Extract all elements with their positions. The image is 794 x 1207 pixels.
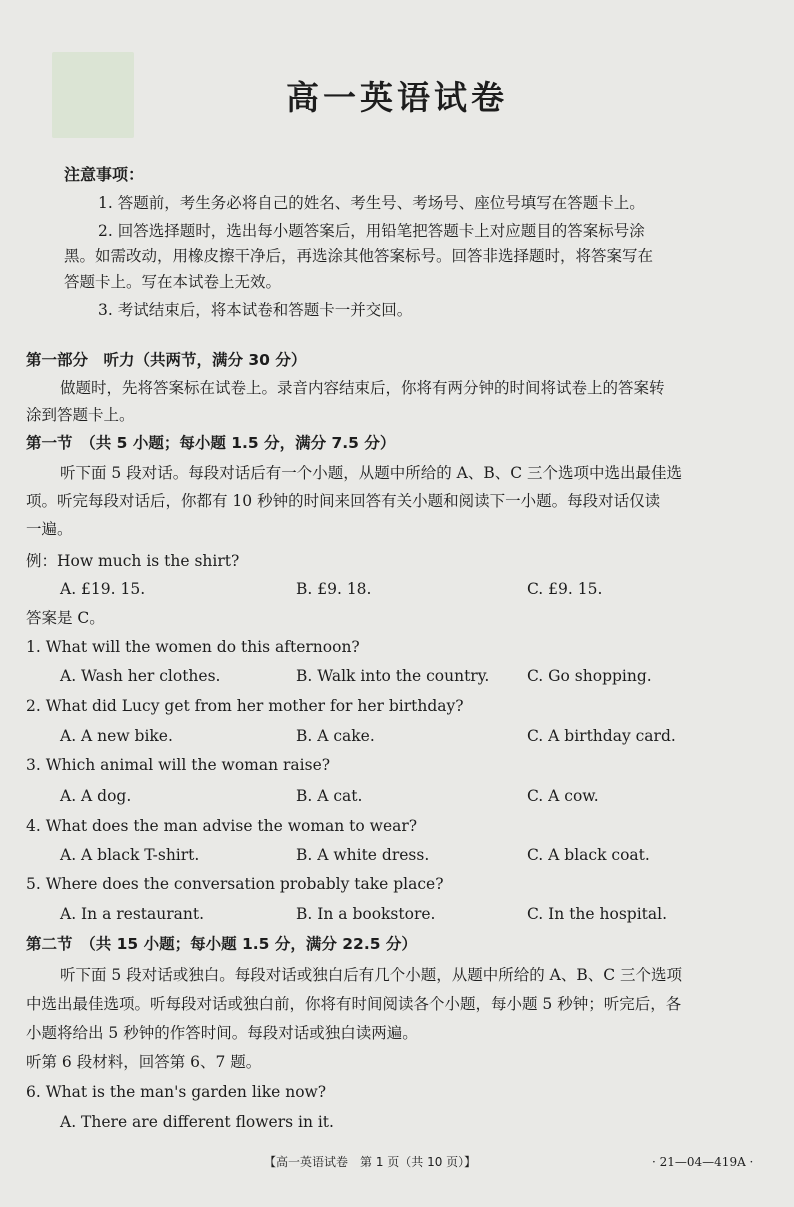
page-footer-code: · 21—04—419A · bbox=[652, 1155, 754, 1169]
question: 2. What did Lucy get from her mother for her birthday? bbox=[26, 697, 464, 715]
notice-item: 1. 答题前，考生务必将自己的姓名、考生号、考场号、座位号填写在答题卡上。 bbox=[98, 194, 645, 212]
option-c: C. In the hospital. bbox=[527, 905, 668, 923]
option-b: B. A cake. bbox=[296, 727, 375, 745]
option-c: C. A cow. bbox=[527, 787, 599, 805]
option-c: C. A black coat. bbox=[527, 846, 650, 864]
notice-heading: 注意事项： bbox=[64, 165, 145, 184]
section2-instruction: 中选出最佳选项。听每段对话或独白前，你将有时间阅读各个小题，每小题 5 秒钟；听完后，各 bbox=[26, 995, 682, 1013]
section1-instruction: 一遍。 bbox=[26, 520, 73, 538]
option-b: B. Walk into the country. bbox=[296, 667, 490, 685]
option-a: A. In a restaurant. bbox=[60, 905, 205, 923]
question: 4. What does the man advise the woman to wear? bbox=[26, 817, 418, 835]
example-option-a: A. £19. 15. bbox=[60, 580, 146, 598]
page-footer-label: 【高一英语试卷 第 1 页（共 10 页）】 bbox=[264, 1155, 477, 1169]
section1-heading: 第一节 （共 5 小题；每小题 1.5 分，满分 7.5 分） bbox=[26, 434, 396, 452]
example-option-b: B. £9. 18. bbox=[296, 580, 372, 598]
option-c: C. A birthday card. bbox=[527, 727, 676, 745]
option-a: A. A dog. bbox=[60, 787, 132, 805]
option-b: B. A white dress. bbox=[296, 846, 430, 864]
option-b: B. A cat. bbox=[296, 787, 363, 805]
section2-instruction: 小题将给出 5 秒钟的作答时间。每段对话或独白读两遍。 bbox=[26, 1024, 418, 1042]
question: 6. What is the man's garden like now? bbox=[26, 1083, 327, 1101]
question: 1. What will the women do this afternoon? bbox=[26, 638, 360, 656]
option-a: A. A black T-shirt. bbox=[60, 846, 200, 864]
option-a: A. Wash her clothes. bbox=[60, 667, 221, 685]
question: 3. Which animal will the woman raise? bbox=[26, 756, 331, 774]
section1-instruction: 项。听完每段对话后，你都有 10 秒钟的时间来回答有关小题和阅读下一小题。每段对话仅读 bbox=[26, 492, 661, 510]
option-c: C. Go shopping. bbox=[527, 667, 652, 685]
example-answer: 答案是 C。 bbox=[26, 609, 105, 627]
notice-item: 2. 回答选择题时，选出每小题答案后，用铅笔把答题卡上对应题目的答案标号涂 bbox=[98, 222, 645, 240]
section2-heading: 第二节 （共 15 小题；每小题 1.5 分，满分 22.5 分） bbox=[26, 935, 417, 953]
part1-heading: 第一部分 听力（共两节，满分 30 分） bbox=[26, 351, 307, 369]
exam-title: 高一英语试卷 bbox=[286, 78, 508, 117]
question: 5. Where does the conversation probably take place? bbox=[26, 875, 444, 893]
option-a: A. There are different flowers in it. bbox=[60, 1113, 334, 1131]
example-question: 例：How much is the shirt? bbox=[26, 552, 240, 570]
notice-item: 黑。如需改动，用橡皮擦干净后，再选涂其他答案标号。回答非选择题时，将答案写在 bbox=[64, 247, 654, 265]
part1-instruction: 涂到答题卡上。 bbox=[26, 406, 135, 424]
material-note: 听第 6 段材料，回答第 6、7 题。 bbox=[26, 1053, 262, 1071]
notice-item: 答题卡上。写在本试卷上无效。 bbox=[64, 273, 282, 291]
example-option-c: C. £9. 15. bbox=[527, 580, 603, 598]
notice-item: 3. 考试结束后，将本试卷和答题卡一并交回。 bbox=[98, 301, 413, 319]
section1-instruction: 听下面 5 段对话。每段对话后有一个小题，从题中所给的 A、B、C 三个选项中选出最佳选 bbox=[60, 464, 683, 482]
option-a: A. A new bike. bbox=[60, 727, 173, 745]
part1-instruction: 做题时，先将答案标在试卷上。录音内容结束后，你将有两分钟的时间将试卷上的答案转 bbox=[60, 379, 665, 397]
option-b: B. In a bookstore. bbox=[296, 905, 436, 923]
section2-instruction: 听下面 5 段对话或独白。每段对话或独白后有几个小题，从题中所给的 A、B、C 三个选项 bbox=[60, 966, 683, 984]
